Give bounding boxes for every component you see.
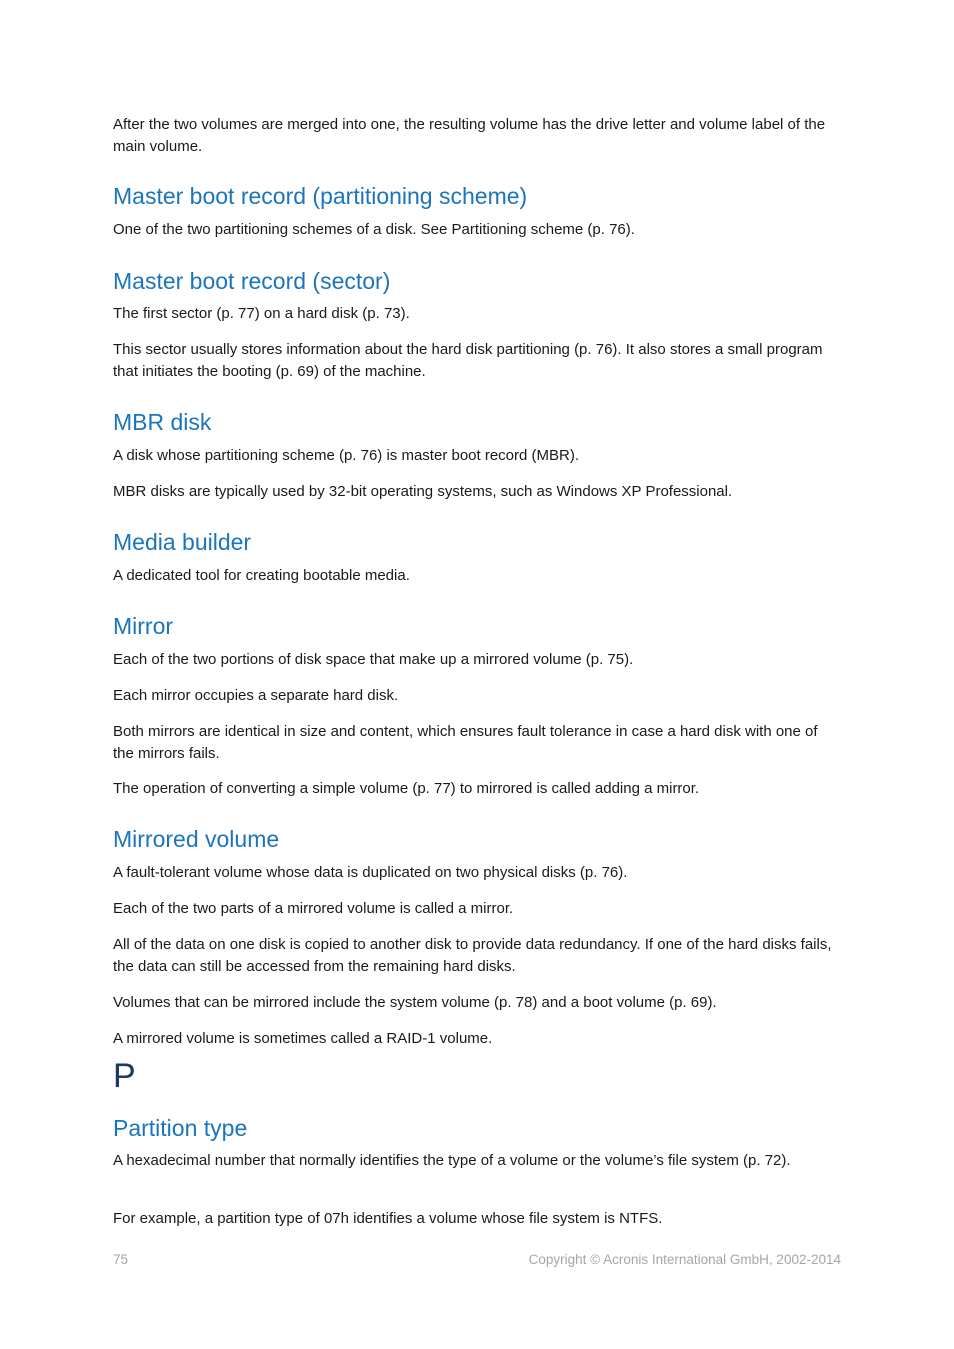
paragraph: A dedicated tool for creating bootable media.	[113, 567, 410, 584]
paragraph: For example, a partition type of 07h identifies a volume whose file system is NTFS.	[113, 1210, 663, 1227]
paragraph: MBR disks are typically used by 32-bit operating systems, such as Windows XP Professional.	[113, 483, 733, 500]
paragraph: All of the data on one disk is copied to another disk to provide data redundancy. If one of the hard disks fails, the data can still be accessed from the remaining hard disks.	[113, 936, 832, 975]
paragraph: Both mirrors are identical in size and content, which ensures fault tolerance in case a hard disk with one of the mirrors fails.	[113, 723, 818, 762]
heading-master-boot-record-sector: Master boot record (sector)	[113, 268, 391, 294]
paragraph: A mirrored volume is sometimes called a RAID-1 volume.	[113, 1030, 493, 1047]
heading-mirror: Mirror	[113, 613, 174, 639]
paragraph: Each mirror occupies a separate hard disk.	[113, 687, 399, 704]
paragraph: The first sector (p. 77) on a hard disk (p. 73).	[113, 305, 410, 322]
heading-mbr-disk: MBR disk	[113, 409, 212, 435]
copyright-notice: Copyright © Acronis International GmbH, 2002-2014	[528, 1252, 841, 1267]
paragraph: This sector usually stores information about the hard disk partitioning (p. 76). It also stores a small program that initiates the booting (p. 69) of the machine.	[113, 341, 823, 380]
page-number: 75	[113, 1252, 129, 1267]
heading-media-builder: Media builder	[113, 529, 252, 555]
paragraph: A disk whose partitioning scheme (p. 76) is master boot record (MBR).	[113, 447, 580, 464]
heading-partition-type: Partition type	[113, 1115, 248, 1141]
paragraph: A hexadecimal number that normally identifies the type of a volume or the volume’s file system (p. 72).	[113, 1152, 791, 1169]
intro-paragraph: After the two volumes are merged into one, the resulting volume has the drive letter and volume label of the main volume.	[113, 116, 826, 155]
paragraph: The operation of converting a simple volume (p. 77) to mirrored is called adding a mirror.	[113, 780, 700, 797]
paragraph: Each of the two parts of a mirrored volume is called a mirror.	[113, 900, 514, 917]
paragraph: Each of the two portions of disk space that make up a mirrored volume (p. 75).	[113, 651, 634, 668]
heading-master-boot-record-partitioning-scheme: Master boot record (partitioning scheme)	[113, 183, 528, 209]
heading-mirrored-volume: Mirrored volume	[113, 826, 280, 852]
paragraph: One of the two partitioning schemes of a disk. See Partitioning scheme (p. 76).	[113, 221, 635, 238]
index-letter-heading: P	[113, 1057, 136, 1095]
paragraph: Volumes that can be mirrored include the system volume (p. 78) and a boot volume (p. 69).	[113, 994, 717, 1011]
paragraph: A fault-tolerant volume whose data is duplicated on two physical disks (p. 76).	[113, 864, 628, 881]
